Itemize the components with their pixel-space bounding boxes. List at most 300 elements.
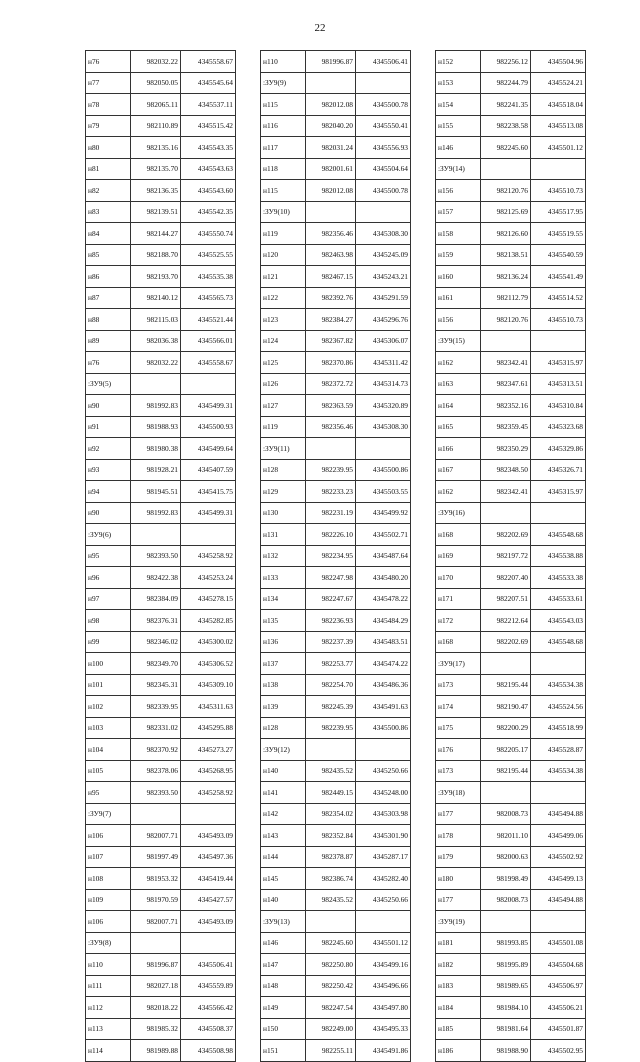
point-id-cell: :ЗУ9(13) <box>261 911 306 933</box>
point-id-cell: н149 <box>261 997 306 1019</box>
y-coordinate-cell: 4345545.64 <box>181 72 236 94</box>
x-coordinate-cell <box>306 911 356 933</box>
x-coordinate-cell: 982008.73 <box>481 889 531 911</box>
x-coordinate-cell: 982237.39 <box>306 631 356 653</box>
x-coordinate-cell: 981998.49 <box>481 868 531 890</box>
y-coordinate-cell: 4345268.95 <box>181 760 236 782</box>
x-coordinate-cell: 982205.17 <box>481 739 531 761</box>
y-coordinate-cell: 4345287.17 <box>356 846 411 868</box>
point-id-cell: н128 <box>261 717 306 739</box>
y-coordinate-cell: 4345494.88 <box>531 803 586 825</box>
x-coordinate-cell: 982233.23 <box>306 481 356 503</box>
x-coordinate-cell: 982032.22 <box>131 51 181 73</box>
table-row <box>261 674 411 696</box>
y-coordinate-cell: 4345502.71 <box>356 524 411 546</box>
point-id-cell: н130 <box>261 502 306 524</box>
point-id-cell: н81 <box>86 158 131 180</box>
x-coordinate-cell: 982207.51 <box>481 588 531 610</box>
point-id-cell: н168 <box>436 524 481 546</box>
point-id-cell: :ЗУ9(11) <box>261 438 306 460</box>
coordinates-table-1 <box>85 50 236 1062</box>
x-coordinate-cell: 982202.69 <box>481 524 531 546</box>
table-row <box>261 395 411 417</box>
y-coordinate-cell: 4345243.21 <box>356 266 411 288</box>
table-row <box>436 1040 586 1062</box>
x-coordinate-cell: 981997.49 <box>131 846 181 868</box>
point-id-cell: н115 <box>261 94 306 116</box>
point-id-cell: н100 <box>86 653 131 675</box>
point-id-cell: н162 <box>436 352 481 374</box>
point-id-cell: н161 <box>436 287 481 309</box>
table-row <box>436 674 586 696</box>
point-id-cell: :ЗУ9(6) <box>86 524 131 546</box>
y-coordinate-cell: 4345501.12 <box>356 932 411 954</box>
y-coordinate-cell: 4345550.74 <box>181 223 236 245</box>
table-row <box>86 868 236 890</box>
y-coordinate-cell: 4345565.73 <box>181 287 236 309</box>
x-coordinate-cell: 982238.58 <box>481 115 531 137</box>
table-row <box>86 545 236 567</box>
x-coordinate-cell: 982036.38 <box>131 330 181 352</box>
x-coordinate-cell: 981945.51 <box>131 481 181 503</box>
table-row <box>436 51 586 73</box>
y-coordinate-cell: 4345558.67 <box>181 51 236 73</box>
x-coordinate-cell: 982384.27 <box>306 309 356 331</box>
point-id-cell: н164 <box>436 395 481 417</box>
x-coordinate-cell <box>481 158 531 180</box>
x-coordinate-cell: 982339.95 <box>131 696 181 718</box>
y-coordinate-cell <box>181 803 236 825</box>
y-coordinate-cell: 4345329.86 <box>531 438 586 460</box>
x-coordinate-cell: 982352.84 <box>306 825 356 847</box>
x-coordinate-cell: 982250.42 <box>306 975 356 997</box>
point-id-cell: н109 <box>86 889 131 911</box>
y-coordinate-cell: 4345519.55 <box>531 223 586 245</box>
y-coordinate-cell: 4345497.80 <box>356 997 411 1019</box>
table-row <box>86 502 236 524</box>
x-coordinate-cell: 982253.77 <box>306 653 356 675</box>
y-coordinate-cell: 4345282.40 <box>356 868 411 890</box>
point-id-cell: н134 <box>261 588 306 610</box>
x-coordinate-cell: 982372.72 <box>306 373 356 395</box>
point-id-cell: н148 <box>261 975 306 997</box>
point-id-cell: н158 <box>436 223 481 245</box>
table-row <box>261 309 411 331</box>
point-id-cell: н96 <box>86 567 131 589</box>
x-coordinate-cell: 982247.98 <box>306 567 356 589</box>
x-coordinate-cell: 982012.08 <box>306 94 356 116</box>
y-coordinate-cell: 4345508.37 <box>181 1018 236 1040</box>
y-coordinate-cell: 4345487.64 <box>356 545 411 567</box>
x-coordinate-cell: 982449.15 <box>306 782 356 804</box>
point-id-cell: н124 <box>261 330 306 352</box>
y-coordinate-cell: 4345528.87 <box>531 739 586 761</box>
point-id-cell: :ЗУ9(10) <box>261 201 306 223</box>
point-id-cell: н89 <box>86 330 131 352</box>
y-coordinate-cell: 4345310.84 <box>531 395 586 417</box>
x-coordinate-cell: 982370.92 <box>131 739 181 761</box>
point-id-cell: н173 <box>436 674 481 696</box>
y-coordinate-cell: 4345566.42 <box>181 997 236 1019</box>
table-row <box>261 782 411 804</box>
y-coordinate-cell: 4345542.35 <box>181 201 236 223</box>
y-coordinate-cell: 4345478.22 <box>356 588 411 610</box>
y-coordinate-cell: 4345500.78 <box>356 180 411 202</box>
table-row <box>86 610 236 632</box>
point-id-cell: н115 <box>261 180 306 202</box>
point-id-cell: н162 <box>436 481 481 503</box>
y-coordinate-cell: 4345311.63 <box>181 696 236 718</box>
x-coordinate-cell: 982239.95 <box>306 459 356 481</box>
y-coordinate-cell: 4345506.41 <box>356 51 411 73</box>
y-coordinate-cell: 4345541.49 <box>531 266 586 288</box>
point-id-cell: :ЗУ9(5) <box>86 373 131 395</box>
point-id-cell: н97 <box>86 588 131 610</box>
point-id-cell: н177 <box>436 889 481 911</box>
table-row <box>86 588 236 610</box>
x-coordinate-cell: 982226.10 <box>306 524 356 546</box>
point-id-cell: н119 <box>261 416 306 438</box>
y-coordinate-cell: 4345245.09 <box>356 244 411 266</box>
point-id-cell: н95 <box>86 545 131 567</box>
table-row <box>436 201 586 223</box>
table-row <box>261 610 411 632</box>
point-id-cell: н87 <box>86 287 131 309</box>
y-coordinate-cell: 4345543.03 <box>531 610 586 632</box>
point-id-cell: н186 <box>436 1040 481 1062</box>
point-id-cell: н106 <box>86 825 131 847</box>
point-id-cell: н90 <box>86 502 131 524</box>
point-id-cell: н174 <box>436 696 481 718</box>
x-coordinate-cell <box>306 72 356 94</box>
table-row <box>436 115 586 137</box>
point-id-cell: н78 <box>86 94 131 116</box>
x-coordinate-cell: 981953.32 <box>131 868 181 890</box>
point-id-cell: н82 <box>86 180 131 202</box>
x-coordinate-cell: 982193.70 <box>131 266 181 288</box>
point-id-cell: н101 <box>86 674 131 696</box>
page-number: 22 <box>314 22 326 34</box>
y-coordinate-cell <box>181 373 236 395</box>
y-coordinate-cell: 4345535.38 <box>181 266 236 288</box>
point-id-cell: н179 <box>436 846 481 868</box>
point-id-cell: н139 <box>261 696 306 718</box>
x-coordinate-cell: 982136.35 <box>131 180 181 202</box>
table-row <box>86 94 236 116</box>
table-row <box>436 72 586 94</box>
table-row <box>436 954 586 976</box>
table-row <box>261 51 411 73</box>
table-row <box>261 330 411 352</box>
table-row <box>436 1018 586 1040</box>
x-coordinate-cell: 982239.95 <box>306 717 356 739</box>
table-row <box>261 846 411 868</box>
y-coordinate-cell: 4345548.68 <box>531 524 586 546</box>
coordinates-table-3 <box>435 50 586 1062</box>
y-coordinate-cell: 4345525.55 <box>181 244 236 266</box>
x-coordinate-cell <box>481 502 531 524</box>
point-id-cell: н180 <box>436 868 481 890</box>
y-coordinate-cell: 4345506.97 <box>531 975 586 997</box>
point-id-cell: н86 <box>86 266 131 288</box>
point-id-cell: н138 <box>261 674 306 696</box>
point-id-cell: н135 <box>261 610 306 632</box>
y-coordinate-cell <box>356 911 411 933</box>
x-coordinate-cell: 982463.98 <box>306 244 356 266</box>
y-coordinate-cell: 4345524.56 <box>531 696 586 718</box>
point-id-cell: н80 <box>86 137 131 159</box>
y-coordinate-cell: 4345501.12 <box>531 137 586 159</box>
table-row <box>436 244 586 266</box>
x-coordinate-cell: 982245.60 <box>481 137 531 159</box>
x-coordinate-cell: 982349.70 <box>131 653 181 675</box>
table-row <box>261 825 411 847</box>
table-row <box>261 889 411 911</box>
y-coordinate-cell: 4345502.95 <box>531 1040 586 1062</box>
y-coordinate-cell: 4345480.20 <box>356 567 411 589</box>
y-coordinate-cell: 4345300.02 <box>181 631 236 653</box>
point-id-cell: :ЗУ9(15) <box>436 330 481 352</box>
x-coordinate-cell: 982065.11 <box>131 94 181 116</box>
x-coordinate-cell <box>131 932 181 954</box>
point-id-cell: н85 <box>86 244 131 266</box>
point-id-cell: н144 <box>261 846 306 868</box>
x-coordinate-cell: 982190.47 <box>481 696 531 718</box>
y-coordinate-cell: 4345501.87 <box>531 1018 586 1040</box>
x-coordinate-cell: 982254.70 <box>306 674 356 696</box>
table-row <box>86 330 236 352</box>
table-row <box>261 287 411 309</box>
x-coordinate-cell <box>306 739 356 761</box>
point-id-cell: н129 <box>261 481 306 503</box>
point-id-cell: н165 <box>436 416 481 438</box>
table-row <box>436 868 586 890</box>
point-id-cell: н112 <box>86 997 131 1019</box>
table-row <box>86 653 236 675</box>
table-row <box>436 459 586 481</box>
y-coordinate-cell: 4345500.86 <box>356 717 411 739</box>
x-coordinate-cell: 982144.27 <box>131 223 181 245</box>
x-coordinate-cell: 982241.35 <box>481 94 531 116</box>
point-id-cell: н175 <box>436 717 481 739</box>
x-coordinate-cell <box>481 782 531 804</box>
section-row <box>436 158 586 180</box>
y-coordinate-cell: 4345258.92 <box>181 782 236 804</box>
point-id-cell: н140 <box>261 889 306 911</box>
x-coordinate-cell: 982435.52 <box>306 760 356 782</box>
section-row <box>261 72 411 94</box>
table-row <box>436 180 586 202</box>
section-row <box>261 438 411 460</box>
y-coordinate-cell: 4345517.95 <box>531 201 586 223</box>
x-coordinate-cell <box>481 653 531 675</box>
y-coordinate-cell: 4345524.21 <box>531 72 586 94</box>
x-coordinate-cell: 981984.10 <box>481 997 531 1019</box>
y-coordinate-cell: 4345558.67 <box>181 352 236 374</box>
x-coordinate-cell: 982378.06 <box>131 760 181 782</box>
x-coordinate-cell <box>306 201 356 223</box>
y-coordinate-cell: 4345250.66 <box>356 760 411 782</box>
point-id-cell: н166 <box>436 438 481 460</box>
y-coordinate-cell: 4345308.30 <box>356 416 411 438</box>
point-id-cell: н108 <box>86 868 131 890</box>
y-coordinate-cell: 4345315.97 <box>531 352 586 374</box>
x-coordinate-cell: 982202.69 <box>481 631 531 653</box>
x-coordinate-cell: 982250.80 <box>306 954 356 976</box>
y-coordinate-cell: 4345559.89 <box>181 975 236 997</box>
point-id-cell: н114 <box>86 1040 131 1062</box>
x-coordinate-cell: 981992.83 <box>131 395 181 417</box>
point-id-cell: н137 <box>261 653 306 675</box>
coordinates-table-2 <box>260 50 411 1062</box>
table-row <box>436 567 586 589</box>
table-row <box>261 631 411 653</box>
point-id-cell: н184 <box>436 997 481 1019</box>
table-row <box>261 416 411 438</box>
y-coordinate-cell <box>181 524 236 546</box>
table-row <box>436 631 586 653</box>
table-row <box>86 158 236 180</box>
point-id-cell: н76 <box>86 51 131 73</box>
table-row <box>261 94 411 116</box>
x-coordinate-cell: 982112.79 <box>481 287 531 309</box>
section-row <box>436 502 586 524</box>
y-coordinate-cell: 4345273.27 <box>181 739 236 761</box>
point-id-cell: н79 <box>86 115 131 137</box>
point-id-cell: н88 <box>86 309 131 331</box>
x-coordinate-cell: 981988.90 <box>481 1040 531 1062</box>
point-id-cell: н99 <box>86 631 131 653</box>
x-coordinate-cell: 981992.83 <box>131 502 181 524</box>
point-id-cell: н181 <box>436 932 481 954</box>
x-coordinate-cell: 982244.79 <box>481 72 531 94</box>
table-row <box>436 287 586 309</box>
section-row <box>436 330 586 352</box>
x-coordinate-cell: 982195.44 <box>481 760 531 782</box>
point-id-cell: н77 <box>86 72 131 94</box>
y-coordinate-cell: 4345533.61 <box>531 588 586 610</box>
y-coordinate-cell: 4345506.41 <box>181 954 236 976</box>
x-coordinate-cell: 982136.24 <box>481 266 531 288</box>
table-row <box>86 244 236 266</box>
y-coordinate-cell: 4345499.31 <box>181 395 236 417</box>
point-id-cell: н125 <box>261 352 306 374</box>
point-id-cell: н111 <box>86 975 131 997</box>
x-coordinate-cell: 982007.71 <box>131 825 181 847</box>
y-coordinate-cell: 4345258.92 <box>181 545 236 567</box>
point-id-cell: н113 <box>86 1018 131 1040</box>
point-id-cell: н104 <box>86 739 131 761</box>
y-coordinate-cell: 4345427.57 <box>181 889 236 911</box>
x-coordinate-cell: 981988.93 <box>131 416 181 438</box>
point-id-cell: н156 <box>436 309 481 331</box>
x-coordinate-cell: 982200.29 <box>481 717 531 739</box>
y-coordinate-cell: 4345493.09 <box>181 911 236 933</box>
y-coordinate-cell <box>181 932 236 954</box>
x-coordinate-cell <box>481 330 531 352</box>
x-coordinate-cell: 982050.05 <box>131 72 181 94</box>
x-coordinate-cell: 982376.31 <box>131 610 181 632</box>
table-row <box>436 803 586 825</box>
table-row <box>86 416 236 438</box>
x-coordinate-cell: 981981.64 <box>481 1018 531 1040</box>
table-row <box>86 481 236 503</box>
point-id-cell: н176 <box>436 739 481 761</box>
table-row <box>436 481 586 503</box>
table-row <box>261 180 411 202</box>
y-coordinate-cell: 4345514.52 <box>531 287 586 309</box>
y-coordinate-cell <box>531 653 586 675</box>
y-coordinate-cell: 4345499.13 <box>531 868 586 890</box>
table-row <box>86 997 236 1019</box>
table-row <box>261 115 411 137</box>
table-row <box>261 524 411 546</box>
point-id-cell: н83 <box>86 201 131 223</box>
x-coordinate-cell: 982135.16 <box>131 137 181 159</box>
x-coordinate-cell: 982234.95 <box>306 545 356 567</box>
x-coordinate-cell: 982207.40 <box>481 567 531 589</box>
point-id-cell: н153 <box>436 72 481 94</box>
x-coordinate-cell: 982378.87 <box>306 846 356 868</box>
point-id-cell: :ЗУ9(9) <box>261 72 306 94</box>
x-coordinate-cell: 982040.20 <box>306 115 356 137</box>
table-row <box>436 739 586 761</box>
x-coordinate-cell: 981993.85 <box>481 932 531 954</box>
table-row <box>436 266 586 288</box>
table-row <box>436 416 586 438</box>
x-coordinate-cell: 982356.46 <box>306 223 356 245</box>
table-row <box>261 803 411 825</box>
y-coordinate-cell: 4345500.86 <box>356 459 411 481</box>
point-id-cell: н120 <box>261 244 306 266</box>
table-row <box>86 287 236 309</box>
y-coordinate-cell <box>531 502 586 524</box>
table-row <box>436 932 586 954</box>
y-coordinate-cell: 4345250.66 <box>356 889 411 911</box>
point-id-cell: н105 <box>86 760 131 782</box>
y-coordinate-cell: 4345320.89 <box>356 395 411 417</box>
point-id-cell: н145 <box>261 868 306 890</box>
point-id-cell: н167 <box>436 459 481 481</box>
y-coordinate-cell: 4345499.64 <box>181 438 236 460</box>
table-row <box>436 309 586 331</box>
table-row <box>436 352 586 374</box>
x-coordinate-cell: 982110.89 <box>131 115 181 137</box>
y-coordinate-cell: 4345484.29 <box>356 610 411 632</box>
point-id-cell: :ЗУ9(17) <box>436 653 481 675</box>
table-row <box>261 997 411 1019</box>
x-coordinate-cell: 982367.82 <box>306 330 356 352</box>
point-id-cell: н116 <box>261 115 306 137</box>
table-row <box>261 932 411 954</box>
x-coordinate-cell: 982342.41 <box>481 481 531 503</box>
table-row <box>261 373 411 395</box>
point-id-cell: :ЗУ9(7) <box>86 803 131 825</box>
y-coordinate-cell: 4345504.64 <box>356 158 411 180</box>
x-coordinate-cell: 982012.08 <box>306 180 356 202</box>
y-coordinate-cell: 4345311.42 <box>356 352 411 374</box>
y-coordinate-cell: 4345308.30 <box>356 223 411 245</box>
y-coordinate-cell: 4345515.42 <box>181 115 236 137</box>
table-row <box>436 223 586 245</box>
x-coordinate-cell: 982331.02 <box>131 717 181 739</box>
section-row <box>261 201 411 223</box>
table-row <box>436 846 586 868</box>
section-row <box>86 932 236 954</box>
x-coordinate-cell: 982000.63 <box>481 846 531 868</box>
table-row <box>261 975 411 997</box>
point-id-cell: :ЗУ9(12) <box>261 739 306 761</box>
